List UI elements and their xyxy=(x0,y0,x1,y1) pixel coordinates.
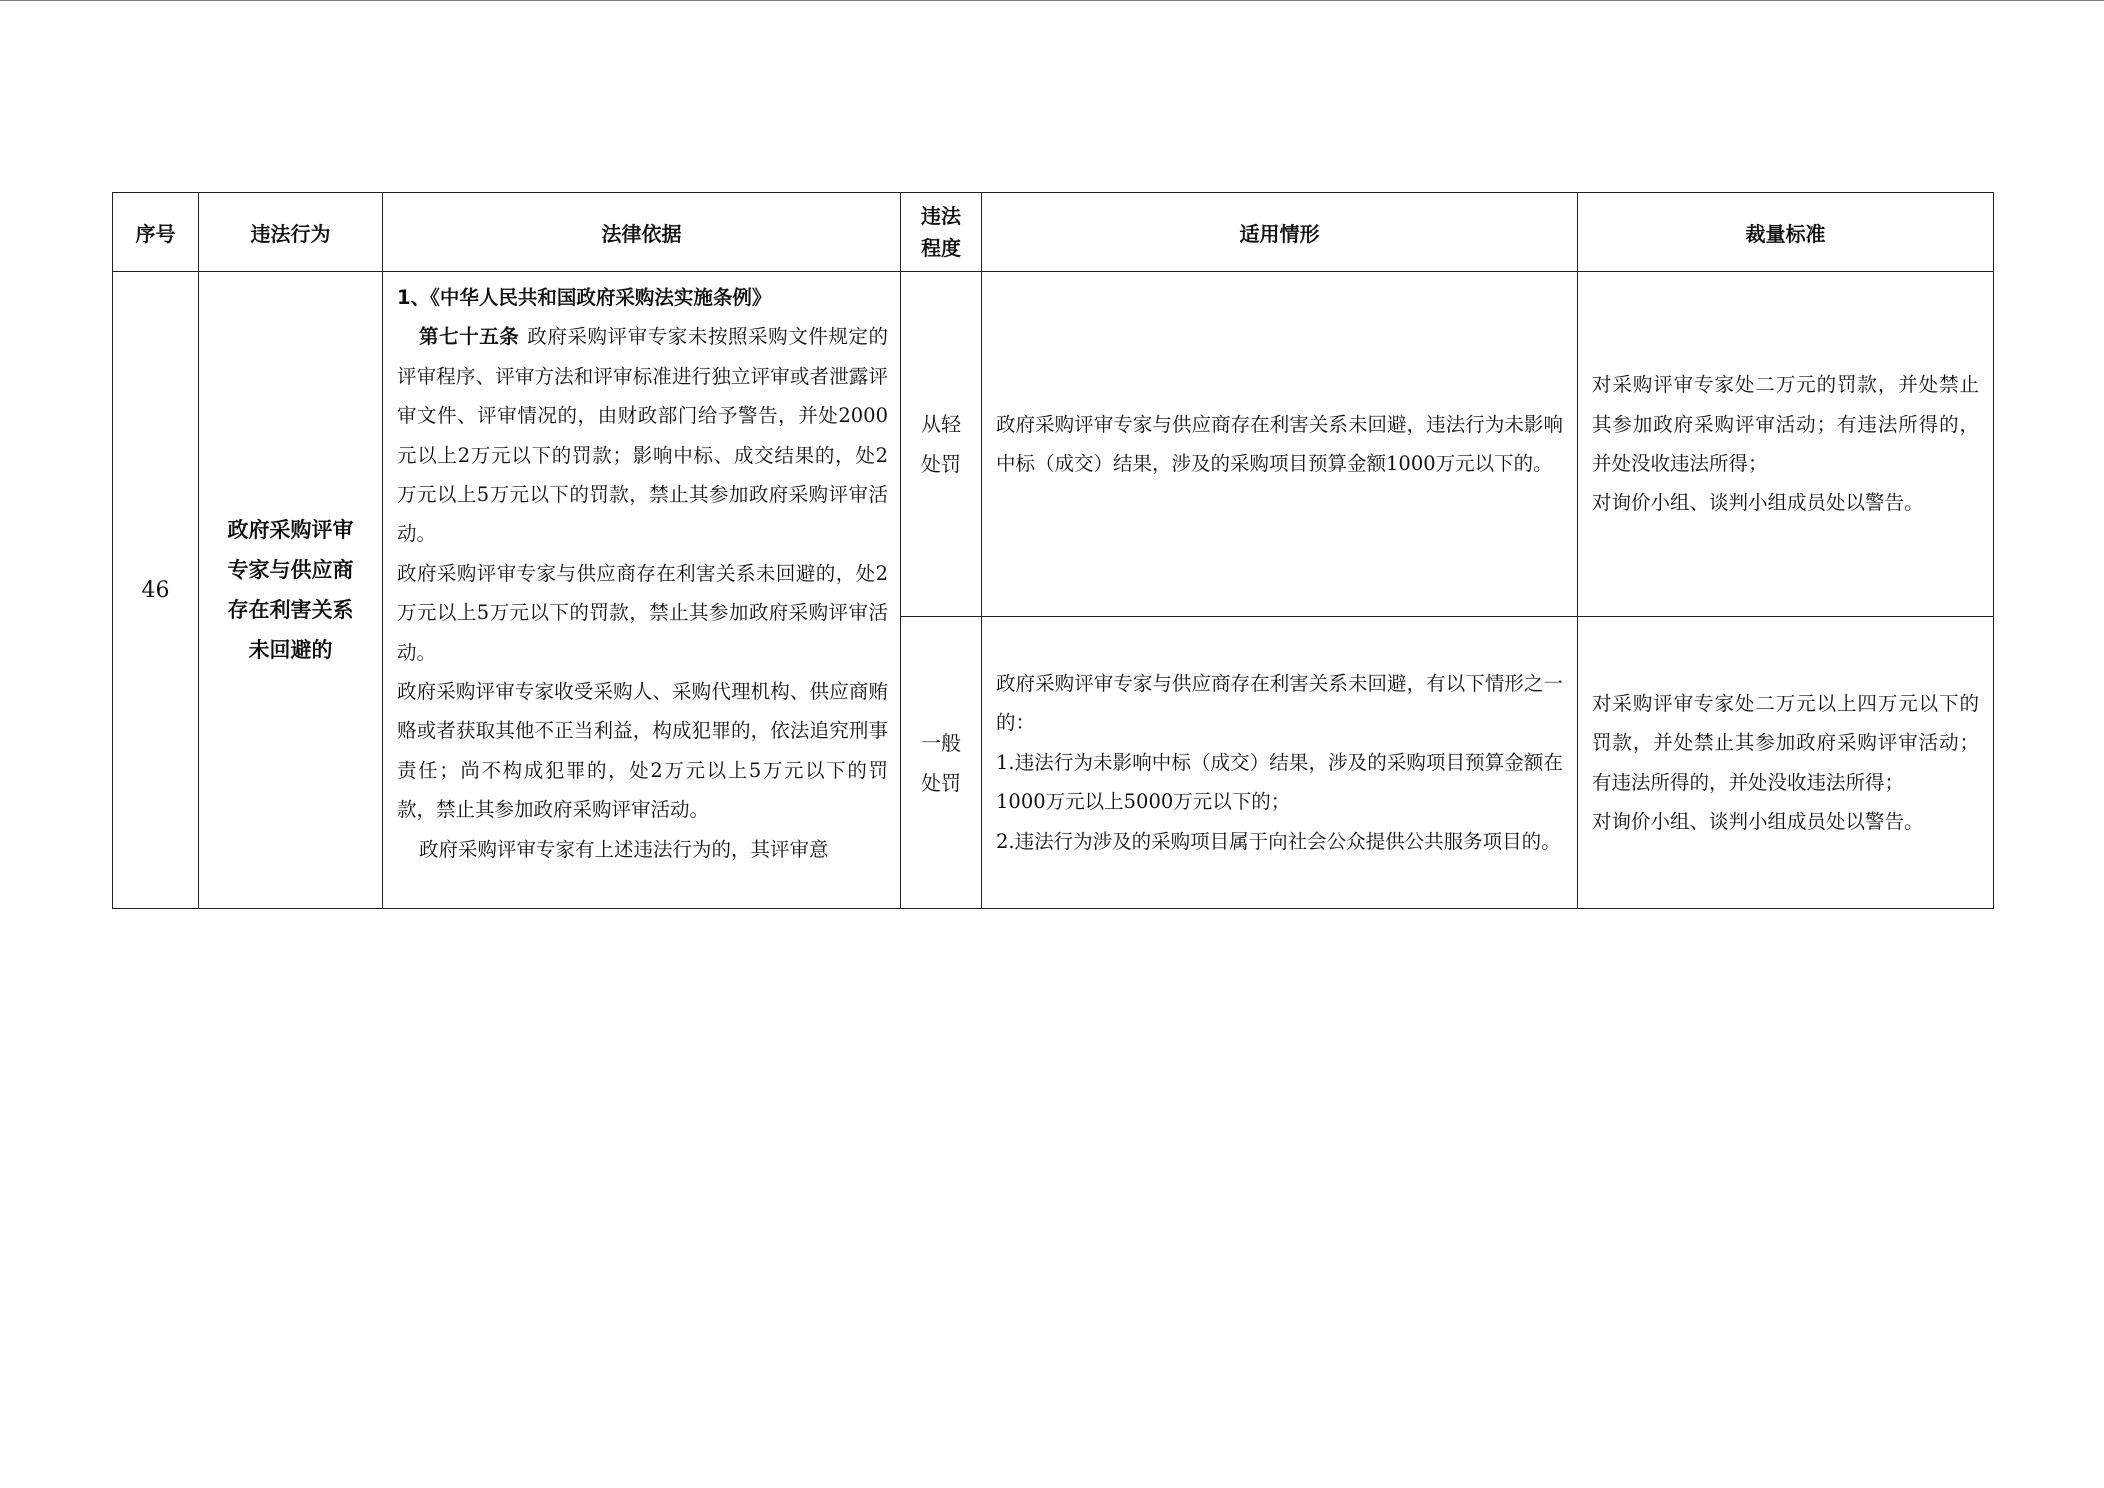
degree-general-line2: 处罚 xyxy=(921,770,961,795)
basis-article-paragraph xyxy=(397,317,888,553)
header-degree-line1: 违法 xyxy=(921,204,961,228)
scenario-general xyxy=(982,617,1578,909)
basis-title: 1、《中华人民共和国政府采购法实施条例》 xyxy=(397,286,772,309)
degree-light-line2: 处罚 xyxy=(921,452,961,476)
scenario-general-item1: 1.违法行为未影响中标（成交）结果，涉及的采购项目预算金额在1000万元以上5000万元以下的； xyxy=(996,750,1563,814)
degree-general-line1: 一般 xyxy=(921,730,961,755)
basis-paragraph-2: 政府采购评审专家与供应商存在利害关系未回避的，处2万元以上5万元以下的罚款，禁止其参加政府采购评审活动。 xyxy=(397,561,888,664)
header-degree xyxy=(901,193,982,272)
header-scenario: 适用情形 xyxy=(982,193,1578,272)
table-header-row xyxy=(113,193,1994,272)
standard-light xyxy=(1578,272,1994,617)
standard-general-line1: 对采购评审专家处二万元以上四万元以下的罚款，并处禁止其参加政府采购评审活动；有违法所得的，并处没收违法所得； xyxy=(1592,691,1979,794)
degree-general xyxy=(901,617,982,909)
standard-general xyxy=(1578,617,1994,909)
scenario-general-item2: 2.违法行为涉及的采购项目属于向社会公众提供公共服务项目的。 xyxy=(996,829,1561,853)
basis-article-no: 第七十五条 xyxy=(419,325,520,349)
header-behavior: 违法行为 xyxy=(199,193,383,272)
penalty-discretion-table xyxy=(112,192,1994,909)
standard-light-line2: 对询价小组、谈判小组成员处以警告。 xyxy=(1592,491,1924,515)
basis-paragraph-3: 政府采购评审专家收受采购人、采购代理机构、供应商贿赂或者获取其他不正当利益，构成犯罪的，依法追究刑事责任；尚不构成犯罪的，处2万元以上5万元以下的罚款，禁止其参加政府采购评审活动。 xyxy=(397,680,888,822)
basis-paragraph-4: 政府采购评审专家有上述违法行为的，其评审意 xyxy=(419,837,829,861)
scenario-general-intro: 政府采购评审专家与供应商存在利害关系未回避，有以下情形之一的： xyxy=(996,671,1563,735)
row-behavior: 政府采购评审专家与供应商存在利害关系未回避的 xyxy=(199,272,383,909)
degree-light xyxy=(901,272,982,617)
standard-general-line2: 对询价小组、谈判小组成员处以警告。 xyxy=(1592,809,1924,833)
basis-article-text: 政府采购评审专家未按照采购文件规定的评审程序、评审方法和评审标准进行独立评审或者泄露评审文件、评审情况的，由财政部门给予警告，并处2000元以上2万元以下的罚款；影响中标、成交结果的，处2万元以上5万元以下的罚款，禁止其参加政府采购评审活动。 xyxy=(397,325,888,546)
scenario-light: 政府采购评审专家与供应商存在利害关系未回避，违法行为未影响中标（成交）结果，涉及的采购项目预算金额1000万元以下的。 xyxy=(982,272,1578,617)
degree-light-line1: 从轻 xyxy=(921,412,961,436)
table-row xyxy=(113,272,1994,617)
row-seq: 46 xyxy=(113,272,199,909)
row-legal-basis xyxy=(383,272,901,909)
header-seq: 序号 xyxy=(113,193,199,272)
header-degree-line2: 程度 xyxy=(921,236,961,260)
standard-light-line1: 对采购评审专家处二万元的罚款，并处禁止其参加政府采购评审活动；有违法所得的，并处没收违法所得； xyxy=(1592,373,1979,475)
header-basis: 法律依据 xyxy=(383,193,901,272)
header-standard: 裁量标准 xyxy=(1578,193,1994,272)
top-border-line xyxy=(0,0,2104,1)
